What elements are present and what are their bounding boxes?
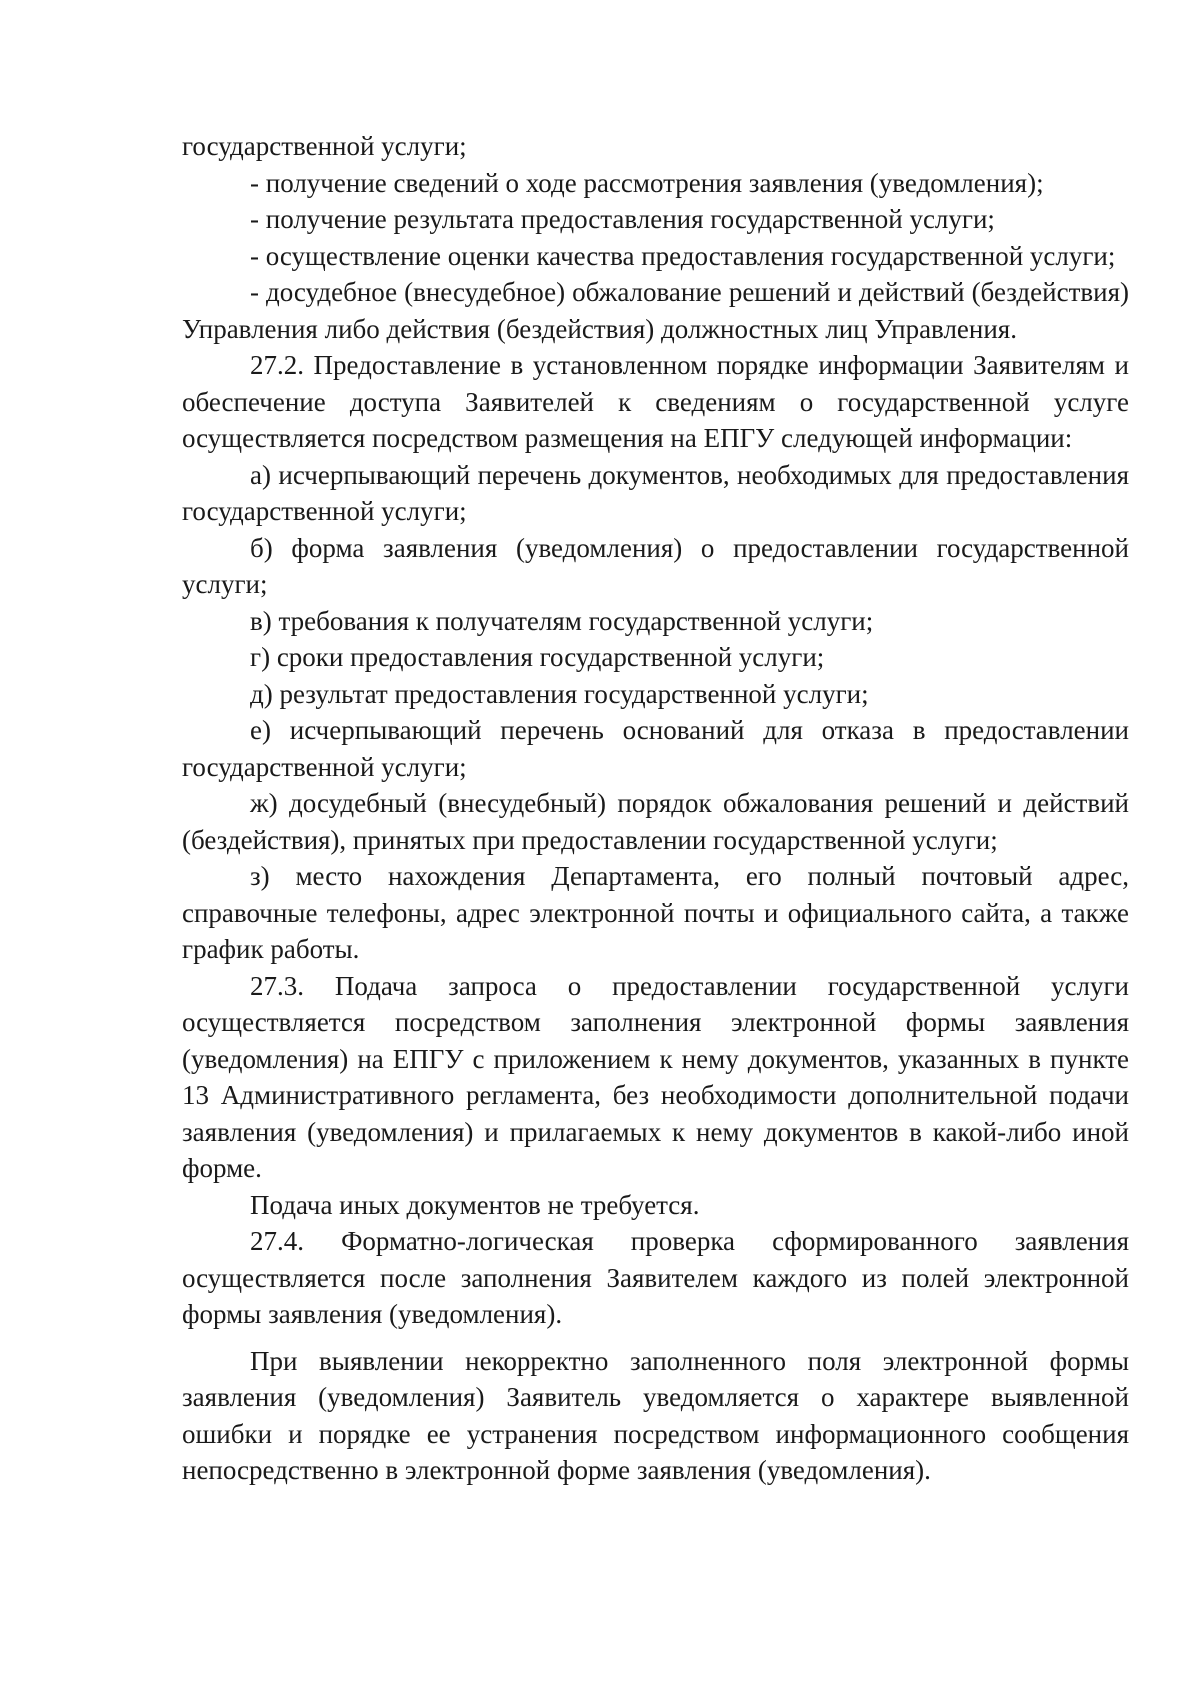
paragraph: в) требования к получателям государственной услуги;	[250, 605, 874, 636]
paragraph: а) исчерпывающий перечень документов, необходимых для предоставления государственной услуги;	[182, 459, 1129, 526]
paragraph: б) форма заявления (уведомления) о предоставлении государственной услуги;	[182, 532, 1129, 599]
paragraph: г) сроки предоставления государственной услуги;	[250, 642, 825, 672]
document-page	[182, 128, 1129, 1489]
paragraph: Подача иных документов не требуется.	[250, 1189, 700, 1220]
paragraph: ж) досудебный (внесудебный) порядок обжалования решений и действий (бездействия), принятых при предоставлении государственной услуги;	[182, 788, 1129, 855]
paragraph: государственной услуги;	[182, 131, 467, 161]
paragraph: - получение результата предоставления государственной услуги;	[250, 204, 995, 234]
paragraph: 27.2. Предоставление в установленном порядке информации Заявителям и обеспечение доступа Заявителей к сведениям о государственной услуге осуществляется посредством размещения на ЕПГУ следующей информации:	[182, 350, 1129, 453]
paragraph: з) место нахождения Департамента, его полный почтовый адрес, справочные телефоны, адрес электронной почты и официального сайта, а также график работы.	[182, 861, 1129, 964]
paragraph: 27.4. Форматно-логическая проверка сформированного заявления осуществляется после заполнения Заявителем каждого из полей электронной формы заявления (уведомления).	[182, 1226, 1129, 1329]
paragraph: е) исчерпывающий перечень оснований для отказа в предоставлении государственной услуги;	[182, 715, 1129, 782]
paragraph: - осуществление оценки качества предоставления государственной услуги;	[250, 240, 1116, 271]
paragraph: 27.3. Подача запроса о предоставлении государственной услуги осуществляется посредством заполнения электронной формы заявления (уведомления) на ЕПГУ с приложением к нему документов, указанных в пункте 13 Административного регламента, без необходимости дополнительной подачи заявления (уведомления) и прилагаемых к нему документов в какой-либо иной форме.	[182, 970, 1129, 1183]
paragraph: д) результат предоставления государственной услуги;	[250, 678, 869, 709]
paragraph: - получение сведений о ходе рассмотрения заявления (уведомления);	[250, 167, 1044, 198]
paragraph: При выявлении некорректно заполненного поля электронной формы заявления (уведомления) Заявитель уведомляется о характере выявленной ошибки и порядке ее устранения посредством информационного сообщения непосредственно в электронной форме заявления (уведомления).	[182, 1345, 1129, 1485]
paragraph: - досудебное (внесудебное) обжалование решений и действий (бездействия) Управления либо действия (бездействия) должностных лиц Управления.	[182, 277, 1129, 344]
